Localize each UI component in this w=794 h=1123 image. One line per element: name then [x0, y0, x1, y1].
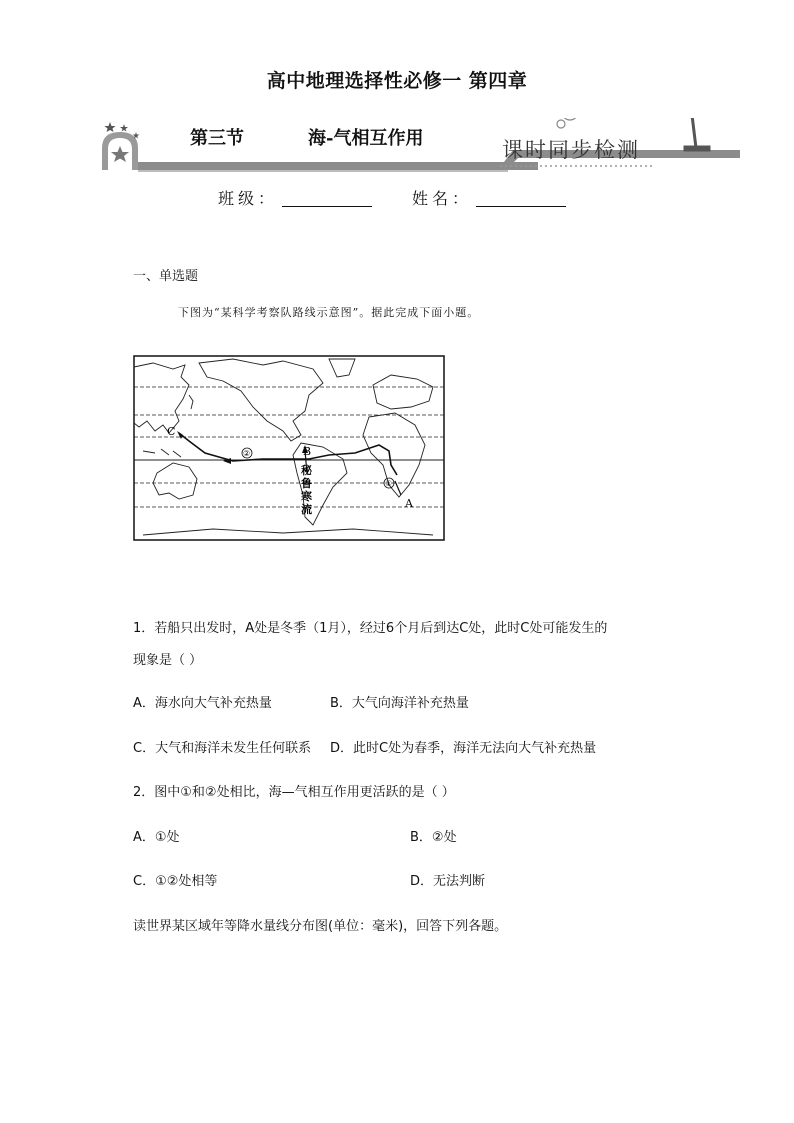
- q2-stem: 2．图中①和②处相比，海—气相互作用更活跃的是（ ）: [133, 785, 455, 800]
- section-heading: 一、单选题: [133, 269, 199, 284]
- map-mark-1: ①: [385, 479, 393, 488]
- q1-stem-line2: 现象是（ ）: [133, 653, 203, 668]
- section-number: 第三节: [190, 128, 244, 149]
- current-char: 鲁: [301, 477, 312, 490]
- q2-option-a[interactable]: A．①处: [133, 830, 180, 845]
- map-mark-2: ②: [243, 449, 251, 458]
- peru-current-label: [301, 463, 313, 516]
- name-field: [412, 186, 566, 209]
- bubbles-icon: [511, 118, 578, 128]
- route-map: [133, 355, 445, 541]
- class-blank[interactable]: [282, 190, 372, 207]
- map-label-a: A: [405, 497, 413, 510]
- q2-option-d[interactable]: D．无法判断: [410, 874, 486, 889]
- name-label: 姓名：: [412, 189, 473, 208]
- map-label-c: C: [167, 425, 176, 438]
- current-char: 秘: [301, 464, 312, 477]
- q1-option-d[interactable]: D．此时C处为春季，海洋无法向大气补充热量: [330, 741, 597, 756]
- lesson-stamp: 课时同步检测: [502, 138, 640, 162]
- q1-option-c[interactable]: C．大气和海洋未发生任何联系: [133, 741, 312, 756]
- next-question-intro: 读世界某区域年等降水量线分布图(单位：毫米)，回答下列各题。: [133, 919, 508, 934]
- class-label: 班级：: [218, 189, 279, 208]
- question-intro: 下图为“某科学考察队路线示意图”。据此完成下面小题。: [178, 306, 480, 319]
- q1-option-a[interactable]: A．海水向大气补充热量: [133, 696, 272, 711]
- name-blank[interactable]: [476, 190, 566, 207]
- q2-option-b[interactable]: B．②处: [410, 830, 457, 845]
- map-label-b: B: [303, 445, 312, 458]
- section-title: 海-气相互作用: [308, 128, 424, 149]
- q1-option-b[interactable]: B．大气向海洋补充热量: [330, 696, 469, 711]
- class-field: [218, 186, 372, 209]
- current-char: 寒: [301, 490, 312, 503]
- current-char: 流: [301, 503, 312, 516]
- q2-option-c[interactable]: C．①②处相等: [133, 874, 218, 889]
- desk-lamp-icon: [628, 118, 710, 151]
- document-title: 高中地理选择性必修一 第四章: [266, 70, 528, 92]
- q1-stem-line1: 1．若船只出发时，A处是冬季（1月），经过6个月后到达C处，此时C处可能发生的: [133, 621, 608, 636]
- star-badge-icon: [102, 122, 140, 170]
